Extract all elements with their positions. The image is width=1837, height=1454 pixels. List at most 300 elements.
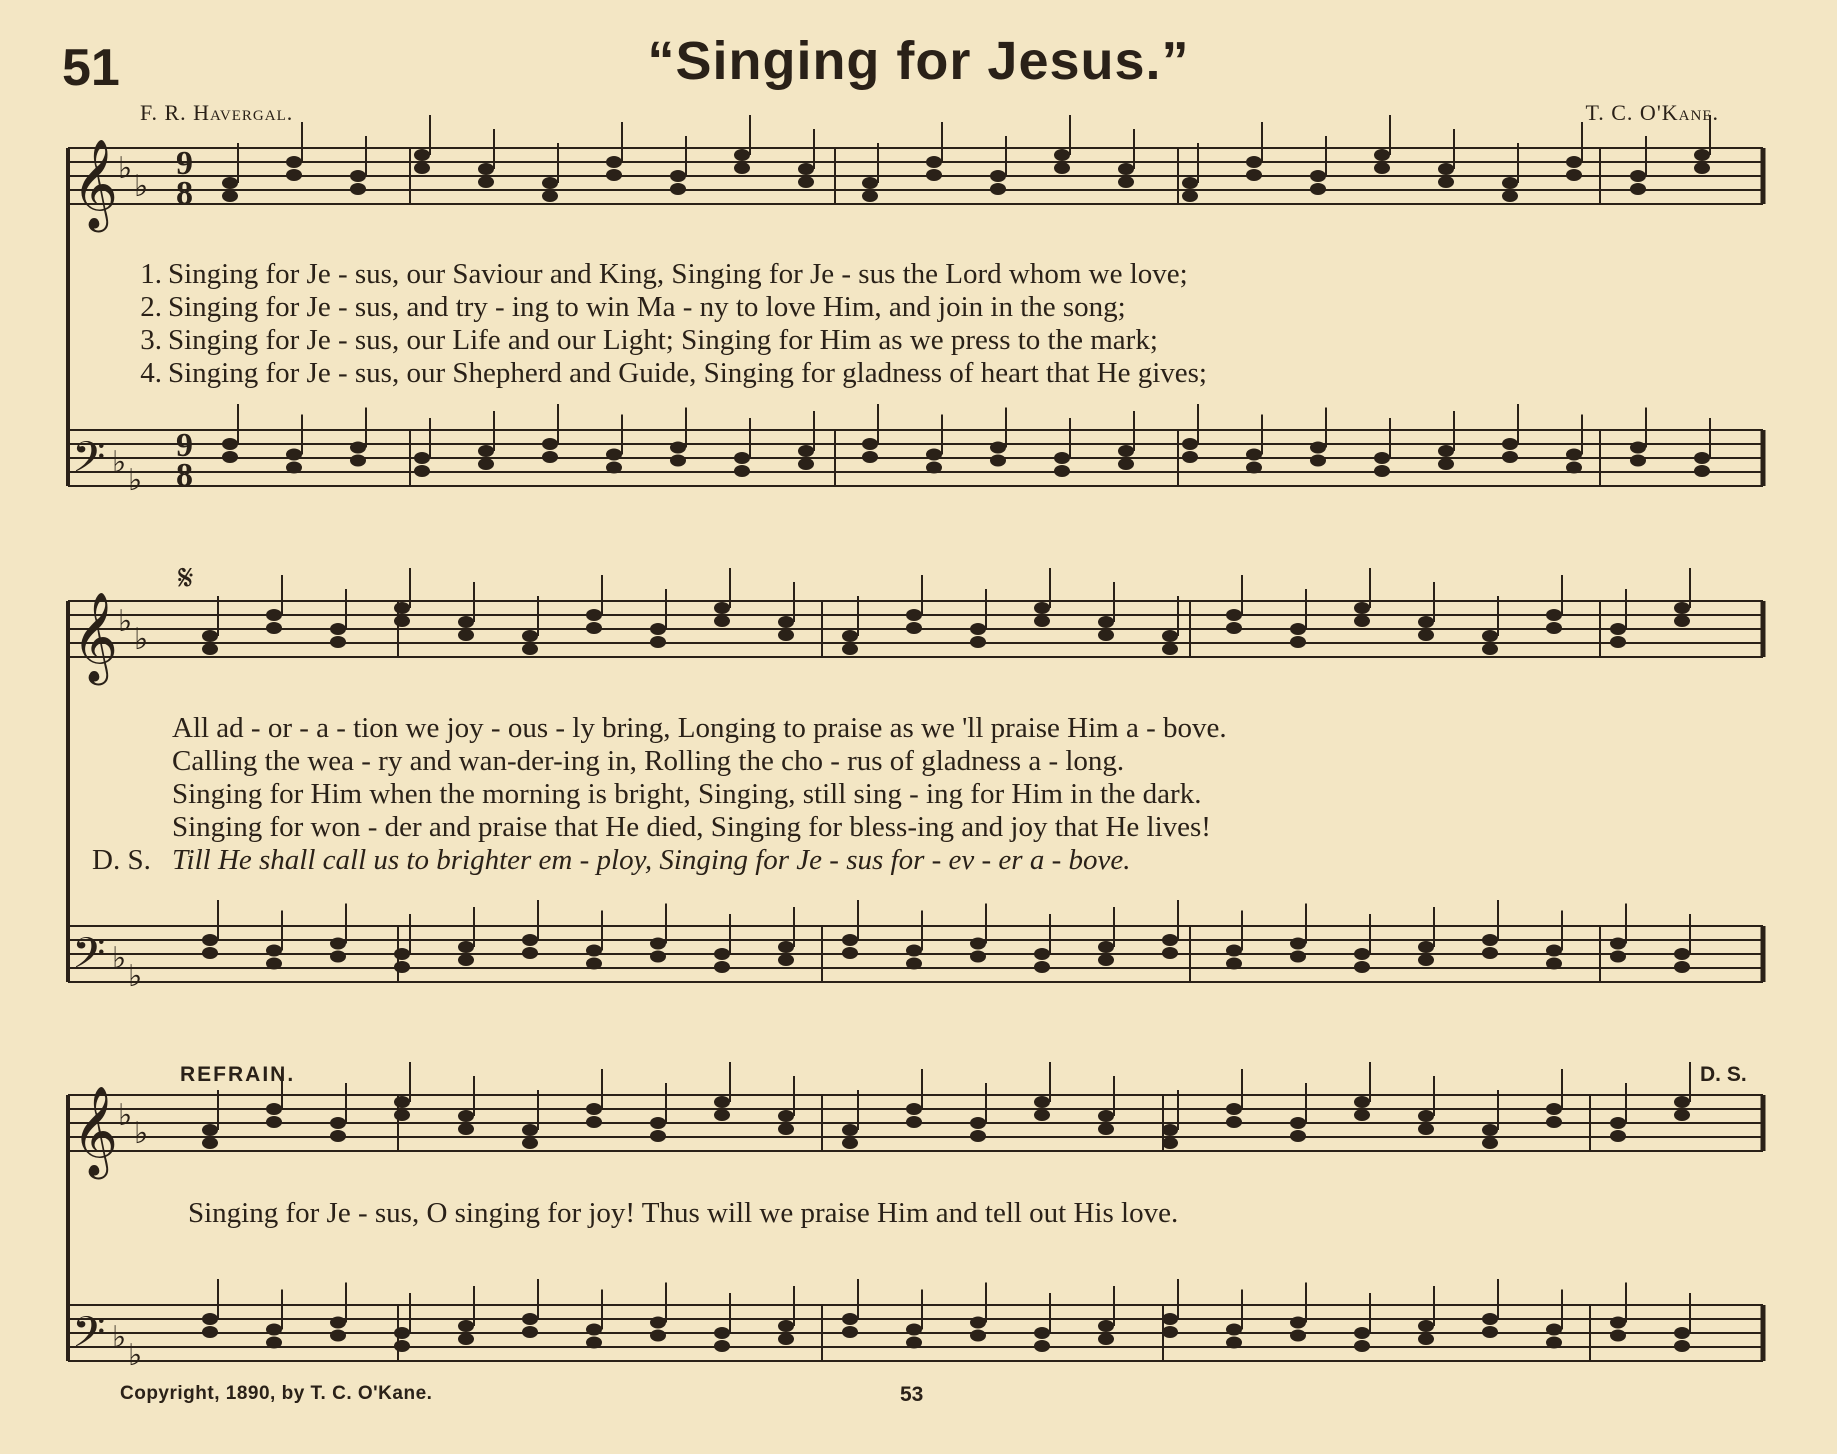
note-head (970, 1330, 986, 1342)
note-head (1438, 176, 1454, 188)
note-head (1098, 954, 1114, 966)
note-head (522, 1326, 538, 1338)
note-head (670, 455, 686, 467)
note-head (970, 1117, 986, 1129)
note-head (478, 458, 494, 470)
note-head (1418, 1123, 1434, 1135)
note-head (1098, 941, 1114, 953)
note-head (1674, 615, 1690, 627)
note-head (478, 176, 494, 188)
treble-clef-icon: 𝄞 (72, 592, 119, 682)
note-head (1310, 183, 1326, 195)
note-head (778, 629, 794, 641)
note-head (1694, 149, 1710, 161)
note-head (1610, 623, 1626, 635)
page-number: 53 (900, 1383, 924, 1406)
note-head (606, 156, 622, 168)
note-head (906, 945, 922, 957)
note-head (1610, 1317, 1626, 1329)
note-head (266, 1103, 282, 1115)
note-head (990, 183, 1006, 195)
note-head (1694, 465, 1710, 477)
verse-line: 2. Singing for Je - sus, and try - ing to win Ma - ny to love Him, and join in the song; (140, 291, 1126, 323)
note-head (1502, 438, 1518, 450)
note-head (1502, 451, 1518, 463)
note-head (650, 1317, 666, 1329)
note-head (1310, 442, 1326, 454)
flat-icon: ♭ (118, 1099, 133, 1132)
note-head (1034, 602, 1050, 614)
note-head (350, 455, 366, 467)
note-head (1546, 1103, 1562, 1115)
note-head (650, 951, 666, 963)
note-head (1034, 615, 1050, 627)
composer-credit: T. C. O'Kane. (1585, 100, 1719, 125)
note-head (1482, 1326, 1498, 1338)
note-head (202, 1326, 218, 1338)
note-head (1162, 1137, 1178, 1149)
system2-lyrics (92, 712, 1227, 877)
note-head (394, 1340, 410, 1352)
note-head (394, 1096, 410, 1108)
note-head (478, 445, 494, 457)
note-head (1354, 961, 1370, 973)
note-head (1290, 623, 1306, 635)
note-head (650, 623, 666, 635)
note-head (842, 934, 858, 946)
note-head (1054, 149, 1070, 161)
note-head (222, 438, 238, 450)
note-head (1246, 462, 1262, 474)
refrain-lyric: Singing for Je - sus, O singing for joy! Thus will we praise Him and tell out His love. (188, 1197, 1179, 1229)
note-head (926, 156, 942, 168)
note-head (1246, 169, 1262, 181)
note-head (478, 163, 494, 175)
note-head (266, 1337, 282, 1349)
note-head (202, 1137, 218, 1149)
note-head (522, 934, 538, 946)
note-head (202, 630, 218, 642)
flat-icon: ♭ (128, 464, 143, 497)
note-head (1354, 1109, 1370, 1121)
note-head (522, 1313, 538, 1325)
note-head (714, 1327, 730, 1339)
note-head (1162, 947, 1178, 959)
note-head (862, 190, 878, 202)
note-head (1546, 609, 1562, 621)
note-head (798, 176, 814, 188)
note-head (1098, 1320, 1114, 1332)
note-head (1438, 163, 1454, 175)
flat-icon: ♭ (112, 942, 127, 975)
note-head (714, 615, 730, 627)
note-head (906, 1103, 922, 1115)
note-head (1610, 1330, 1626, 1342)
note-head (286, 449, 302, 461)
note-head (394, 1327, 410, 1339)
note-head (458, 1320, 474, 1332)
note-head (1694, 452, 1710, 464)
note-head (1290, 1117, 1306, 1129)
note-head (1674, 1327, 1690, 1339)
note-head (1226, 622, 1242, 634)
note-head (1374, 149, 1390, 161)
verse-line: 3. Singing for Je - sus, our Life and our Light; Singing for Him as we press to the mark; (140, 324, 1158, 356)
note-head (286, 169, 302, 181)
note-head (1610, 951, 1626, 963)
note-head (990, 170, 1006, 182)
note-head (842, 643, 858, 655)
verse-line: 1. Singing for Je - sus, our Saviour and King, Singing for Je - sus the Lord whom we love; (140, 258, 1188, 290)
note-head (606, 449, 622, 461)
note-head (650, 1330, 666, 1342)
note-head (1310, 455, 1326, 467)
note-head (266, 1116, 282, 1128)
note-head (1034, 961, 1050, 973)
note-head (266, 945, 282, 957)
note-head (1354, 602, 1370, 614)
note-head (1098, 1110, 1114, 1122)
note-head (650, 636, 666, 648)
note-head (734, 465, 750, 477)
note-head (1054, 162, 1070, 174)
note-head (1630, 170, 1646, 182)
note-head (350, 170, 366, 182)
note-head (1162, 1124, 1178, 1136)
note-head (522, 1137, 538, 1149)
note-head (522, 643, 538, 655)
ds-lyric-line: D. S. Till He shall call us to brighter em - ploy, Singing for Je - sus for - ev - er a - bove. (92, 844, 1131, 876)
note-head (222, 177, 238, 189)
note-head (970, 636, 986, 648)
note-head (1546, 945, 1562, 957)
note-head (970, 623, 986, 635)
note-head (1418, 1320, 1434, 1332)
note-head (1694, 162, 1710, 174)
note-head (542, 438, 558, 450)
note-head (1118, 445, 1134, 457)
note-head (1482, 630, 1498, 642)
note-head (266, 622, 282, 634)
note-head (1418, 629, 1434, 641)
note-head (1418, 1333, 1434, 1345)
note-head (1546, 1116, 1562, 1128)
note-head (1310, 170, 1326, 182)
refrain-label: REFRAIN. (180, 1063, 296, 1086)
note-head (202, 1124, 218, 1136)
note-head (202, 934, 218, 946)
note-head (1226, 609, 1242, 621)
note-head (1674, 602, 1690, 614)
note-head (906, 1337, 922, 1349)
note-head (1610, 636, 1626, 648)
note-head (1674, 948, 1690, 960)
note-head (1034, 948, 1050, 960)
note-head (414, 465, 430, 477)
note-head (1546, 622, 1562, 634)
note-head (1566, 156, 1582, 168)
note-head (522, 1124, 538, 1136)
note-head (1246, 449, 1262, 461)
note-head (458, 1110, 474, 1122)
note-head (266, 1324, 282, 1336)
note-head (522, 947, 538, 959)
note-head (862, 177, 878, 189)
note-head (542, 190, 558, 202)
note-head (1290, 636, 1306, 648)
note-head (778, 1333, 794, 1345)
note-head (1374, 162, 1390, 174)
time-signature-bottom: 8 (176, 457, 193, 494)
note-head (970, 951, 986, 963)
note-head (1034, 1327, 1050, 1339)
hymn-number: 51 (62, 39, 120, 97)
note-head (778, 616, 794, 628)
note-head (1610, 1117, 1626, 1129)
flat-icon: ♭ (128, 960, 143, 993)
note-head (1182, 190, 1198, 202)
note-head (1098, 629, 1114, 641)
note-head (1290, 951, 1306, 963)
hymn-title: “Singing for Jesus.” (647, 31, 1190, 91)
note-head (778, 941, 794, 953)
copyright-notice: Copyright, 1890, by T. C. O'Kane. (120, 1383, 433, 1404)
note-head (1674, 1109, 1690, 1121)
note-head (542, 177, 558, 189)
note-head (1054, 452, 1070, 464)
note-head (586, 1103, 602, 1115)
bass-clef-icon: 𝄢 (72, 1308, 106, 1368)
note-head (906, 609, 922, 621)
note-head (842, 1124, 858, 1136)
note-head (714, 1109, 730, 1121)
note-head (458, 616, 474, 628)
note-head (970, 1130, 986, 1142)
note-head (670, 442, 686, 454)
note-head (1438, 445, 1454, 457)
note-head (734, 162, 750, 174)
note-head (414, 162, 430, 174)
note-head (1182, 438, 1198, 450)
note-head (586, 609, 602, 621)
note-head (1226, 1103, 1242, 1115)
note-head (330, 1330, 346, 1342)
note-head (458, 1333, 474, 1345)
note-head (330, 1130, 346, 1142)
note-head (286, 462, 302, 474)
note-head (1226, 1116, 1242, 1128)
verse-line: Calling the wea - ry and wan-der-ing in, Rolling the cho - rus of gladness a - long. (172, 745, 1125, 777)
note-head (1630, 455, 1646, 467)
note-head (1226, 1337, 1242, 1349)
flat-icon: ♭ (112, 446, 127, 479)
note-head (1034, 1096, 1050, 1108)
note-head (842, 1137, 858, 1149)
note-head (1098, 616, 1114, 628)
note-head (1290, 938, 1306, 950)
note-head (1482, 1313, 1498, 1325)
flat-icon: ♭ (134, 170, 149, 203)
segno-sign: 𝄋 (178, 558, 194, 599)
note-head (1354, 1340, 1370, 1352)
note-head (670, 183, 686, 195)
note-head (1674, 961, 1690, 973)
flat-icon: ♭ (118, 152, 133, 185)
system1-lyrics (118, 258, 1207, 390)
note-head (458, 1123, 474, 1135)
note-head (330, 636, 346, 648)
note-head (350, 442, 366, 454)
note-head (606, 462, 622, 474)
bass-clef-icon: 𝄢 (72, 433, 106, 493)
note-head (330, 623, 346, 635)
time-signature-top: 9 (176, 145, 193, 182)
note-head (734, 452, 750, 464)
note-head (586, 1337, 602, 1349)
note-head (778, 1320, 794, 1332)
note-head (1162, 1313, 1178, 1325)
note-head (714, 948, 730, 960)
note-head (906, 622, 922, 634)
verse-line: 4. Singing for Je - sus, our Shepherd and Guide, Singing for gladness of heart that He gives; (140, 357, 1207, 389)
note-head (670, 170, 686, 182)
flat-icon: ♭ (118, 605, 133, 638)
bass-clef-icon: 𝄢 (72, 929, 106, 989)
note-head (586, 945, 602, 957)
note-head (650, 938, 666, 950)
note-head (586, 958, 602, 970)
note-head (926, 449, 942, 461)
note-head (1162, 934, 1178, 946)
note-head (286, 156, 302, 168)
note-head (1374, 452, 1390, 464)
note-head (1226, 1324, 1242, 1336)
note-head (1290, 1330, 1306, 1342)
note-head (1482, 1124, 1498, 1136)
note-head (394, 961, 410, 973)
note-head (1034, 1340, 1050, 1352)
note-head (1290, 1130, 1306, 1142)
note-head (1354, 1327, 1370, 1339)
note-head (1182, 451, 1198, 463)
note-head (202, 643, 218, 655)
note-head (586, 1324, 602, 1336)
note-head (1674, 1340, 1690, 1352)
note-head (1098, 1123, 1114, 1135)
note-head (1482, 643, 1498, 655)
note-head (1290, 1317, 1306, 1329)
note-head (778, 1110, 794, 1122)
note-head (1034, 1109, 1050, 1121)
note-head (1374, 465, 1390, 477)
note-head (1118, 458, 1134, 470)
note-head (1438, 458, 1454, 470)
note-head (1162, 643, 1178, 655)
note-head (714, 602, 730, 614)
note-head (798, 458, 814, 470)
dal-segno-mark: D. S. (1700, 1063, 1747, 1086)
flat-icon: ♭ (128, 1339, 143, 1372)
note-head (1674, 1096, 1690, 1108)
note-head (1546, 1324, 1562, 1336)
flat-icon: ♭ (112, 1321, 127, 1354)
time-signature-bottom: 8 (176, 175, 193, 212)
verse-line: Singing for won - der and praise that He died, Singing for bless-ing and joy that He lives! (172, 811, 1211, 843)
note-head (778, 954, 794, 966)
note-head (222, 451, 238, 463)
note-head (734, 149, 750, 161)
note-head (330, 1317, 346, 1329)
note-head (862, 438, 878, 450)
note-head (1482, 934, 1498, 946)
note-head (842, 947, 858, 959)
note-head (1610, 938, 1626, 950)
note-head (542, 451, 558, 463)
note-head (714, 1096, 730, 1108)
note-head (202, 1313, 218, 1325)
verse-line: Singing for Him when the morning is bright, Singing, still sing - ing for Him in the dark. (172, 778, 1202, 810)
note-head (1054, 465, 1070, 477)
note-head (1418, 941, 1434, 953)
note-head (970, 1317, 986, 1329)
note-head (798, 163, 814, 175)
note-head (522, 630, 538, 642)
note-head (842, 1326, 858, 1338)
note-head (1226, 958, 1242, 970)
note-head (394, 1109, 410, 1121)
lyricist-credit: F. R. Havergal. (140, 100, 294, 125)
note-head (1418, 954, 1434, 966)
note-head (222, 190, 238, 202)
note-head (906, 1116, 922, 1128)
note-head (1482, 947, 1498, 959)
note-head (1566, 462, 1582, 474)
note-head (1502, 190, 1518, 202)
note-head (458, 954, 474, 966)
note-head (926, 169, 942, 181)
note-head (1502, 177, 1518, 189)
note-head (1246, 156, 1262, 168)
note-head (970, 938, 986, 950)
note-head (1226, 945, 1242, 957)
note-head (1118, 163, 1134, 175)
note-head (330, 951, 346, 963)
note-head (1098, 1333, 1114, 1345)
treble-clef-icon: 𝄞 (72, 1086, 119, 1176)
note-head (606, 169, 622, 181)
note-head (1354, 948, 1370, 960)
time-signature-top: 9 (176, 427, 193, 464)
note-head (1354, 1096, 1370, 1108)
note-head (650, 1117, 666, 1129)
flat-icon: ♭ (134, 1117, 149, 1150)
note-head (1162, 1326, 1178, 1338)
note-head (1610, 1130, 1626, 1142)
note-head (1546, 1337, 1562, 1349)
note-head (458, 629, 474, 641)
note-head (202, 947, 218, 959)
note-head (1482, 1137, 1498, 1149)
note-head (394, 948, 410, 960)
note-head (650, 1130, 666, 1142)
note-head (458, 941, 474, 953)
note-head (414, 452, 430, 464)
note-head (586, 1116, 602, 1128)
note-head (1182, 177, 1198, 189)
note-head (1418, 616, 1434, 628)
note-head (266, 609, 282, 621)
note-head (394, 615, 410, 627)
